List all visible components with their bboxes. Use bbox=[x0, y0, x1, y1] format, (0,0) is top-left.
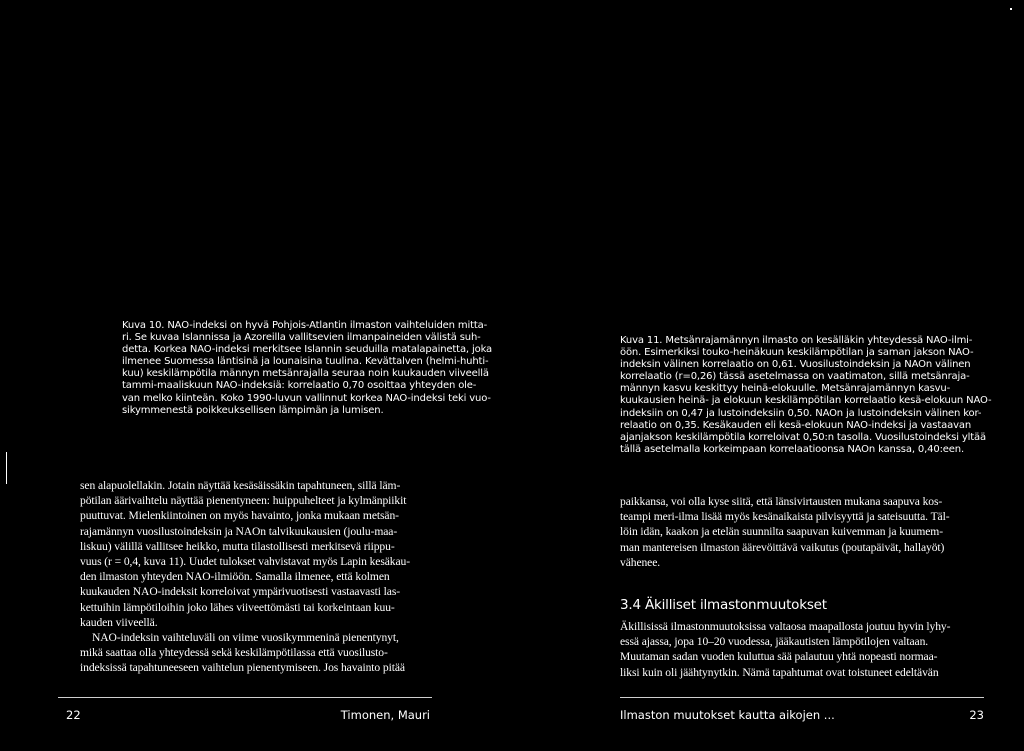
caption-line: ri. Se kuvaa Islannissa ja Azoreilla vallitsevien ilmanpaineiden välistä suh- bbox=[122, 332, 481, 344]
caption-line: korrelaatio (r=0,26) tässä asetelmassa on vaatimaton, sillä metsänraja- bbox=[620, 371, 970, 383]
right-figure-caption bbox=[620, 335, 992, 456]
scan-dot bbox=[1010, 8, 1012, 10]
page-number-right: 23 bbox=[969, 708, 984, 722]
body-line: NAO-indeksin vaihteluväli on viime vuosikymmeninä pienentynyt, bbox=[92, 631, 399, 645]
body-line: sen alapuolellakin. Jotain näyttää kesäsäissäkin tapahtuneen, sillä läm- bbox=[80, 479, 401, 492]
body-line: puuttuvat. Mielenkiintoinen on myös havainto, jonka mukaan metsän- bbox=[80, 509, 399, 523]
caption-line: tällä asetelmalla korkeimpaan korrelaatioonsa NAOn kanssa, 0,40:een. bbox=[620, 443, 965, 455]
section-heading: 3.4 Äkilliset ilmastonmuutokset bbox=[620, 597, 827, 613]
body-line: man mantereisen ilmaston äärevöittävä vaikutus (poutapäivät, hallayöt) bbox=[620, 540, 945, 554]
body-line: Muutaman sadan vuoden kuluttua sää palautuu yhtä nopeasti normaa- bbox=[620, 650, 938, 664]
scan-mark bbox=[6, 452, 7, 484]
footer-rule-left bbox=[58, 697, 432, 698]
body-line: kauden viiveellä. bbox=[80, 615, 158, 629]
caption-line: kuu) keskilämpötila männyn metsänrajalla seuraa noin kuukauden viiveellä bbox=[122, 368, 489, 380]
caption-line: indeksin välinen korrelaatio on 0,61. Vuosilustoindeksin ja NAOn välinen bbox=[620, 359, 971, 371]
page-number-left: 22 bbox=[66, 708, 81, 722]
left-figure-caption bbox=[122, 320, 493, 417]
body-line: teampi meri-ilma lisää myös kesänaikaista pilvisyyttä ja sateisuutta. Täl- bbox=[620, 510, 950, 524]
caption-line: ilmenee Suomessa läntisinä ja lounaisina tuulina. Kevättalven (helmi-huhti- bbox=[122, 356, 489, 368]
section-body-text bbox=[620, 619, 990, 680]
caption-line: sikymmenestä poikkeuksellisen lämpimän ja lumisen. bbox=[122, 404, 384, 416]
caption-line: van melko kiinteän. Koko 1990-luvun vallinnut korkea NAO-indeksi teki vuo- bbox=[122, 392, 491, 404]
caption-line: indeksiin on 0,47 ja lustoindeksiin 0,50. NAOn ja lustoindeksin välinen kor- bbox=[620, 407, 982, 419]
author-name: Timonen, Mauri bbox=[340, 708, 430, 722]
right-body-text bbox=[620, 494, 990, 570]
body-line: mikä saattaa olla yhteydessä sekä keskilämpötilassa että vuosilusto- bbox=[80, 646, 388, 660]
caption-line: tammi-maaliskuun NAO-indeksiä: korrelaatio 0,70 osoittaa yhteyden ole- bbox=[122, 380, 477, 392]
body-line: den ilmaston yhteyden NAO-ilmiöön. Samalla ilmenee, että kolmen bbox=[80, 570, 390, 584]
body-line: vuus (r = 0,4, kuva 11). Uudet tulokset vahvistavat myös Lapin kesäkau- bbox=[80, 555, 411, 569]
body-line: liskuu) välillä vallitsee heikko, mutta tilastollisesti merkitsevä riippu- bbox=[80, 539, 395, 553]
left-body-text bbox=[80, 478, 440, 676]
body-line: Äkillisissä ilmastonmuutoksissa valtaosa maapallosta joutuu hyvin lyhy- bbox=[620, 620, 951, 633]
caption-line: relaatio on 0,35. Kesäkauden eli kesä-elokuun NAO-indeksi ja vastaavan bbox=[620, 419, 972, 431]
body-line: paikkansa, voi olla kyse siitä, että länsivirtausten mukana saapuva kos- bbox=[620, 495, 943, 508]
body-line: indeksissä tapahtuneeseen vaihtelun pienentymiseen. Jos havainto pitää bbox=[80, 661, 405, 675]
caption-line: ajanjakson keskilämpötila korreloivat 0,50:n tasolla. Vuosilustoindeksi yltää bbox=[620, 431, 986, 443]
body-line: kuukauden NAO-indeksit korreloivat ympärivuotisesti vastaavasti las- bbox=[80, 585, 401, 599]
body-line: löin idän, kaakon ja etelän suunnilta saapuvan kuivemman ja kuumem- bbox=[620, 525, 943, 539]
caption-line: kuukausien heinä- ja elokuun keskilämpötilan korrelaatio kesä-elokuun NAO- bbox=[620, 395, 992, 407]
caption-line: männyn kasvu keskittyy heinä-elokuulle. Metsänrajamännyn kasvu- bbox=[620, 383, 951, 395]
caption-line: Kuva 10. NAO-indeksi on hyvä Pohjois-Atlantin ilmaston vaihteluiden mitta- bbox=[122, 320, 488, 331]
body-line: vähenee. bbox=[620, 555, 661, 569]
caption-line: öön. Esimerkiksi touko-heinäkuun keskilämpötilan ja saman jakson NAO- bbox=[620, 347, 974, 359]
body-line: rajamännyn vuosilustoindeksin ja NAOn talvikuukausien (joulu-maa- bbox=[80, 524, 398, 538]
body-line: kettuihin lämpötiloihin joko lähes viiveettömästi tai korkeintaan kuu- bbox=[80, 600, 395, 614]
book-title: Ilmaston muutokset kautta aikojen ... bbox=[620, 708, 835, 722]
caption-line: detta. Korkea NAO-indeksi merkitsee Islannin seuduilla matalapainetta, joka bbox=[122, 344, 493, 356]
body-line: essä ajassa, jopa 10–20 vuodessa, jääkautisten lämpötilojen valtaan. bbox=[620, 635, 929, 649]
body-line: pötilan äärivaihtelu näyttää pienentyneen: huippuhelteet ja kylmänpiikit bbox=[80, 494, 407, 508]
body-line: liksi kuin oli jäähtynytkin. Nämä tapahtumat ovat toistuneet edeltävän bbox=[620, 665, 939, 679]
caption-line: Kuva 11. Metsänrajamännyn ilmasto on kesälläkin yhteydessä NAO-ilmi- bbox=[620, 335, 973, 346]
footer-rule-right bbox=[620, 697, 984, 698]
